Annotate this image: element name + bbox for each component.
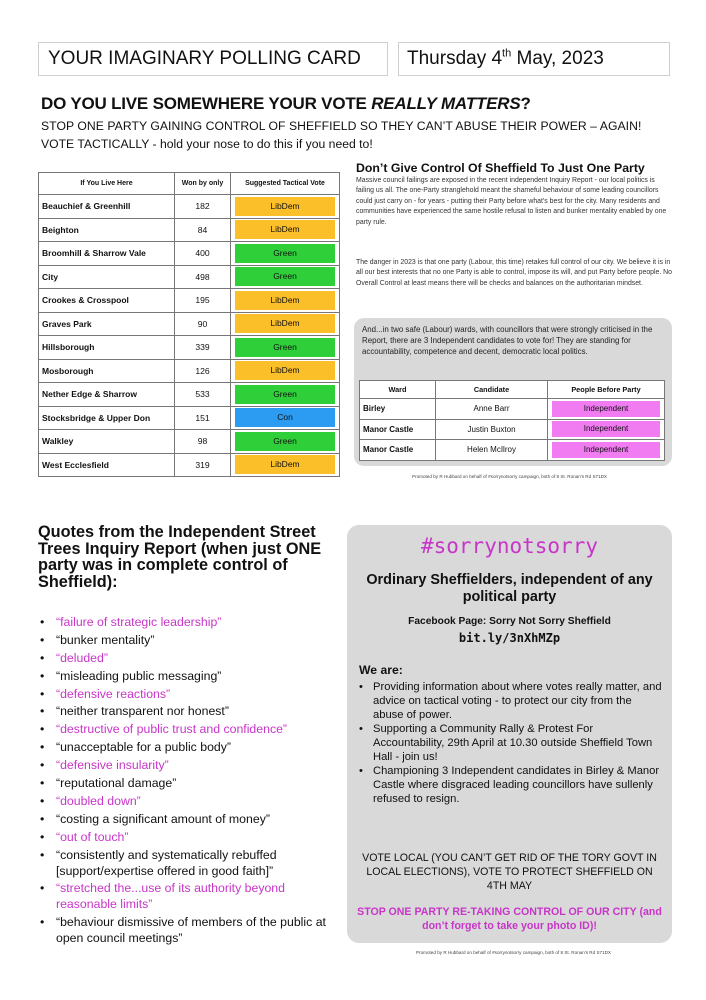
tactical-vote-cell xyxy=(231,218,340,242)
quotes-heading: Quotes from the Independent Street Trees Inquiry Report (when just ONE party was in complete control of Sheffield): xyxy=(38,523,322,591)
election-date: Thursday 4th May, 2023 xyxy=(398,42,670,76)
area-name: Walkley xyxy=(39,430,175,454)
quote-item: • “defensive insularity” xyxy=(38,757,340,773)
subheading-vote-tactically: VOTE TACTICALLY - hold your nose to do this if you need to! xyxy=(41,137,373,151)
party-cell xyxy=(548,419,665,440)
won-by-margin: 339 xyxy=(175,336,231,360)
quote-item: • “unacceptable for a public body” xyxy=(38,739,340,755)
ward-name: Manor Castle xyxy=(360,419,436,440)
ward-name: Birley xyxy=(360,399,436,420)
won-by-margin: 126 xyxy=(175,359,231,383)
quote-item: • “stretched the...use of its authority beyond reasonable limits” xyxy=(38,880,340,912)
we-are-list xyxy=(359,680,665,806)
tactical-vote-badge: LibDem xyxy=(235,291,335,310)
party-badge: Independent xyxy=(552,442,660,458)
quotes-list xyxy=(38,614,340,948)
ward-name: Manor Castle xyxy=(360,440,436,461)
column-header: Suggested Tactical Vote xyxy=(231,173,340,195)
table-row xyxy=(39,383,340,407)
tactical-vote-cell xyxy=(231,336,340,360)
table-row xyxy=(39,242,340,266)
column-header: People Before Party xyxy=(548,381,665,399)
quote-item: • “failure of strategic leadership” xyxy=(38,614,340,630)
tactical-vote-badge: LibDem xyxy=(235,314,335,333)
won-by-margin: 400 xyxy=(175,242,231,266)
area-name: Graves Park xyxy=(39,312,175,336)
quote-item: • “costing a significant amount of money” xyxy=(38,811,340,827)
tactical-vote-cell xyxy=(231,430,340,454)
table-row xyxy=(360,419,665,440)
table-row xyxy=(39,312,340,336)
table-header-row xyxy=(360,381,665,399)
tactical-vote-cell xyxy=(231,312,340,336)
area-name: Mosborough xyxy=(39,359,175,383)
candidate-name: Justin Buxton xyxy=(436,419,548,440)
article-paragraph: Massive council failings are exposed in the recent independent Inquiry Report - our local politics is failing us all. The one-Party stranglehold meant the shameful behaviour of some leading councillors could just carry on - for years - putting their Party before what’s best for the city. Many residents and communities have experienced the same hostile refusal to listen and bunker mentality enabled by one party rule. xyxy=(356,177,667,226)
sorrynotsorry-box xyxy=(347,525,672,943)
party-cell xyxy=(548,399,665,420)
candidate-name: Helen McIlroy xyxy=(436,440,548,461)
area-name: Nether Edge & Sharrow xyxy=(39,383,175,407)
tactical-vote-table xyxy=(38,172,340,477)
column-header: Candidate xyxy=(436,381,548,399)
column-header: If You Live Here xyxy=(39,173,175,195)
table-row xyxy=(39,359,340,383)
table-row xyxy=(39,430,340,454)
tactical-vote-cell xyxy=(231,453,340,477)
tactical-vote-badge: Green xyxy=(235,244,335,263)
party-badge: Independent xyxy=(552,401,660,417)
won-by-margin: 533 xyxy=(175,383,231,407)
party-cell xyxy=(548,440,665,461)
area-name: Broomhill & Sharrow Vale xyxy=(39,242,175,266)
quote-item: • “misleading public messaging” xyxy=(38,668,340,684)
hashtag: #sorrynotsorry xyxy=(420,534,598,558)
table-row xyxy=(39,453,340,477)
quote-item: • “bunker mentality” xyxy=(38,632,340,648)
won-by-margin: 182 xyxy=(175,195,231,219)
table-row xyxy=(39,218,340,242)
won-by-margin: 98 xyxy=(175,430,231,454)
table-row xyxy=(360,440,665,461)
table-header-row xyxy=(39,173,340,195)
won-by-margin: 151 xyxy=(175,406,231,430)
candidate-name: Anne Barr xyxy=(436,399,548,420)
tactical-vote-badge: LibDem xyxy=(235,455,335,474)
table-row xyxy=(39,336,340,360)
tactical-vote-badge: Con xyxy=(235,408,335,427)
candidates-table xyxy=(359,380,665,461)
quote-item: • “reputational damage” xyxy=(38,775,340,791)
short-link[interactable]: bit.ly/3nXhMZp xyxy=(458,631,561,645)
vote-local-text: VOTE LOCAL (YOU CAN’T GET RID OF THE TORY GOVT IN LOCAL ELECTIONS), VOTE TO PROTECT SHEFFIELD ON 4TH MAY xyxy=(362,852,657,892)
tactical-vote-badge: LibDem xyxy=(235,220,335,239)
area-name: Crookes & Crosspool xyxy=(39,289,175,313)
tactical-vote-badge: LibDem xyxy=(235,197,335,216)
independent-candidates-box xyxy=(354,318,672,466)
ordinary-sheffielders-heading: Ordinary Sheffielders, independent of any political party xyxy=(366,572,653,605)
area-name: West Ecclesfield xyxy=(39,453,175,477)
area-name: Beighton xyxy=(39,218,175,242)
list-item: • Championing 3 Independent candidates in Birley & Manor Castle where disgraced leading councillors have sullenly refused to resign. xyxy=(359,764,665,806)
quote-item: • “doubled down” xyxy=(38,793,340,809)
quote-item: • “out of touch” xyxy=(38,829,340,845)
tactical-vote-badge: Green xyxy=(235,338,335,357)
won-by-margin: 195 xyxy=(175,289,231,313)
tactical-vote-cell xyxy=(231,406,340,430)
tactical-vote-cell xyxy=(231,289,340,313)
quote-item: • “destructive of public trust and confidence” xyxy=(38,721,340,737)
won-by-margin: 84 xyxy=(175,218,231,242)
wards-intro: And...in two safe (Labour) wards, with councillors that were strongly criticised in the Report, there are 3 Independent candidates to vote for! They are standing for accountability, competence and decent, democratic local politics. xyxy=(362,325,653,356)
tactical-vote-badge: LibDem xyxy=(235,361,335,380)
tactical-vote-badge: Green xyxy=(235,385,335,404)
table-row xyxy=(39,406,340,430)
tactical-vote-cell xyxy=(231,359,340,383)
stop-one-party-text: STOP ONE PARTY RE-TAKING CONTROL OF OUR CITY (and don’t forget to take your photo ID)! xyxy=(357,906,662,932)
promoted-by-note: Promoted by R Hubbard on behalf of #sorrynotsorry campaign, both of 8 St. Ronan’s Rd S71DX xyxy=(412,474,608,479)
tactical-vote-cell xyxy=(231,242,340,266)
promoted-by-note: Promoted by R Hubbard on behalf of #sorrynotsorry campaign, both of 8 St. Ronan’s Rd S71DX xyxy=(416,950,612,955)
area-name: Stocksbridge & Upper Don xyxy=(39,406,175,430)
list-item: • Supporting a Community Rally & Protest For Accountability, 29th April at 10.30 outside Sheffield Town Hall - join us! xyxy=(359,722,665,764)
article-paragraph: The danger in 2023 is that one party (Labour, this time) retakes full control of our city. We believe it is in all our best interests that no one Party is able to control, impose its will, and put Party before people. No Overall Control at least means there will be checks and balances on the authoritarian mindset. xyxy=(356,259,672,287)
facebook-page: Facebook Page: Sorry Not Sorry Sheffield xyxy=(408,616,611,627)
table-row xyxy=(39,289,340,313)
tactical-vote-cell xyxy=(231,265,340,289)
subheading-stop: STOP ONE PARTY GAINING CONTROL OF SHEFFIELD SO THEY CAN’T ABUSE THEIR POWER – AGAIN! xyxy=(41,119,642,133)
tactical-vote-cell xyxy=(231,195,340,219)
main-headline: DO YOU LIVE SOMEWHERE YOUR VOTE REALLY MATTERS? xyxy=(41,94,531,113)
quote-item: • “deluded” xyxy=(38,650,340,666)
column-header: Won by only xyxy=(175,173,231,195)
won-by-margin: 319 xyxy=(175,453,231,477)
quote-item: • “neither transparent nor honest” xyxy=(38,703,340,719)
quote-item: • “consistently and systematically rebuffed [support/expertise offered in good faith]” xyxy=(38,847,340,879)
area-name: Beauchief & Greenhill xyxy=(39,195,175,219)
tactical-vote-badge: Green xyxy=(235,432,335,451)
quote-item: • “defensive reactions” xyxy=(38,686,340,702)
area-name: City xyxy=(39,265,175,289)
we-are-label: We are: xyxy=(359,663,403,677)
won-by-margin: 90 xyxy=(175,312,231,336)
tactical-vote-badge: Green xyxy=(235,267,335,286)
tactical-vote-cell xyxy=(231,383,340,407)
column-header: Ward xyxy=(360,381,436,399)
table-row xyxy=(360,399,665,420)
article-title: Don’t Give Control Of Sheffield To Just One Party xyxy=(356,161,645,175)
party-badge: Independent xyxy=(552,421,660,437)
polling-card-title: YOUR IMAGINARY POLLING CARD xyxy=(38,42,388,76)
table-row xyxy=(39,265,340,289)
quote-item: • “behaviour dismissive of members of the public at open council meetings” xyxy=(38,914,340,946)
area-name: Hillsborough xyxy=(39,336,175,360)
table-row xyxy=(39,195,340,219)
list-item: • Providing information about where votes really matter, and advice on tactical voting - to protect our city from the abuse of power. xyxy=(359,680,665,722)
won-by-margin: 498 xyxy=(175,265,231,289)
